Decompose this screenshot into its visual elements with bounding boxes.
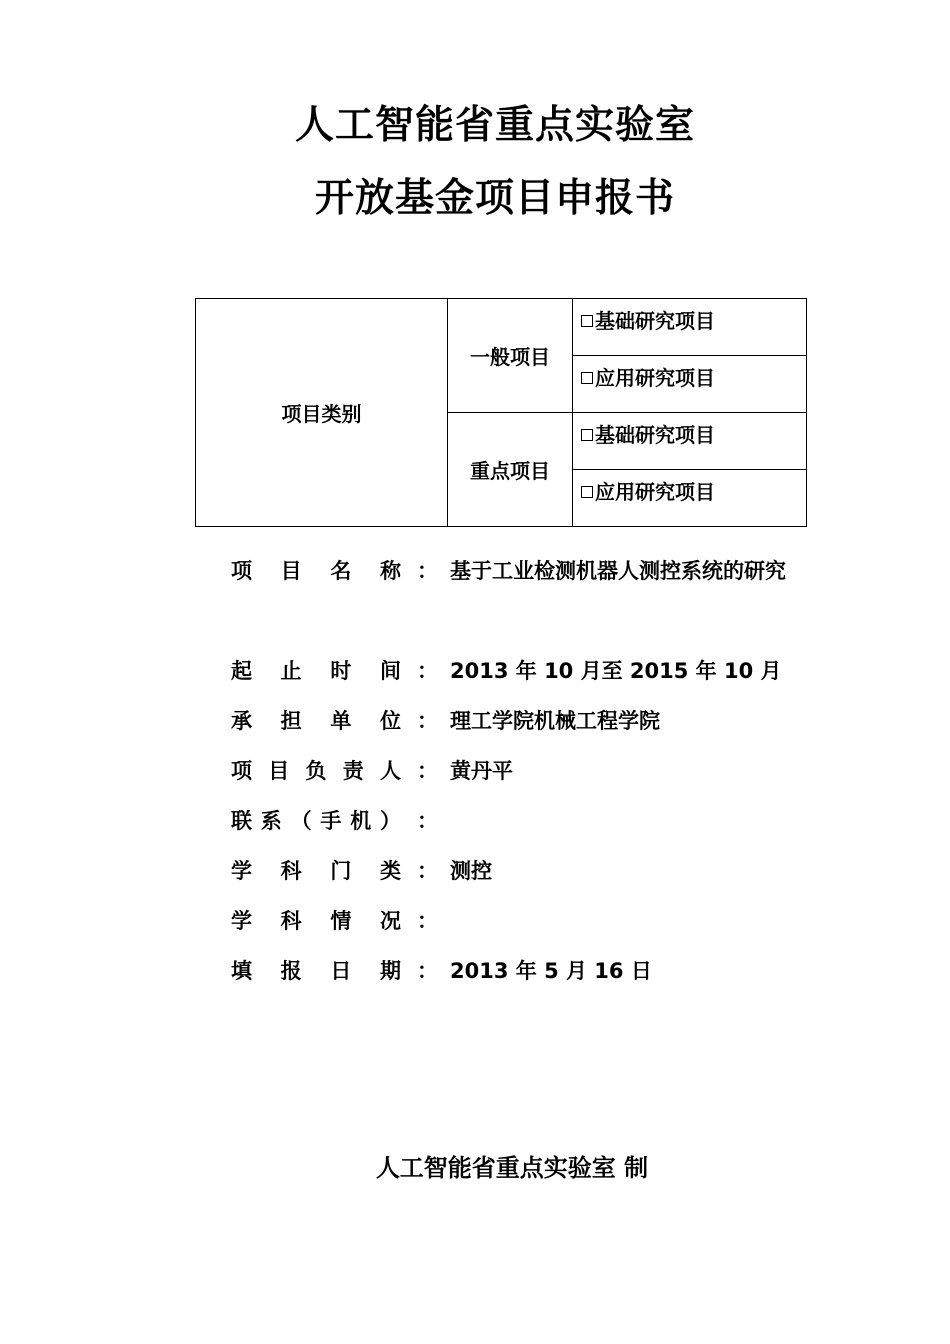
field-value[interactable]: 黄丹平	[450, 759, 513, 783]
field-value[interactable]: 基于工业检测机器人测控系统的研究	[450, 559, 786, 583]
category-option[interactable]	[573, 356, 807, 413]
field-value[interactable]: 2013 年 5 月 16 日	[450, 959, 652, 983]
field-label: 项 目 负 责 人	[231, 759, 401, 783]
field-row	[231, 556, 811, 656]
category-option[interactable]	[573, 470, 807, 527]
checkbox-icon[interactable]	[581, 372, 593, 384]
field-colon: ：	[417, 559, 438, 583]
field-colon: ：	[417, 809, 438, 833]
field-value[interactable]: 2013 年 10 月至 2015 年 10 月	[450, 659, 782, 683]
option-label: 应用研究项目	[595, 366, 715, 390]
option-label: 应用研究项目	[595, 480, 715, 504]
document-title-line2: 开放基金项目申报书	[314, 176, 675, 221]
field-colon: ：	[417, 759, 438, 783]
document-title-line1: 人工智能省重点实验室	[294, 103, 695, 148]
checkbox-icon[interactable]	[581, 429, 593, 441]
field-row	[231, 856, 811, 906]
field-label: 学 科 情 况	[231, 909, 401, 933]
field-colon: ：	[417, 859, 438, 883]
project-category-table	[195, 298, 807, 527]
field-row	[231, 956, 811, 1006]
field-value[interactable]: 理工学院机械工程学院	[450, 709, 660, 733]
field-label: 联 系 （ 手 机 ）	[231, 809, 401, 833]
option-label: 基础研究项目	[595, 423, 715, 447]
field-label: 学 科 门 类	[231, 859, 401, 883]
issuer-footer: 人工智能省重点实验室 制	[375, 1154, 649, 1182]
general-project-label: 一般项目	[448, 299, 573, 413]
field-colon: ：	[417, 709, 438, 733]
category-option[interactable]	[573, 413, 807, 470]
field-colon: ：	[417, 909, 438, 933]
field-row	[231, 756, 811, 806]
field-label: 承 担 单 位	[231, 709, 401, 733]
category-option[interactable]	[573, 299, 807, 356]
field-colon: ：	[417, 659, 438, 683]
option-label: 基础研究项目	[595, 309, 715, 333]
field-label: 项 目 名 称	[231, 559, 401, 583]
checkbox-icon[interactable]	[581, 315, 593, 327]
checkbox-icon[interactable]	[581, 486, 593, 498]
key-project-label: 重点项目	[448, 413, 573, 527]
project-info-fields	[231, 556, 811, 1006]
field-label: 起 止 时 间	[231, 659, 401, 683]
field-value[interactable]: 测控	[450, 859, 492, 883]
category-label: 项目类别	[196, 299, 448, 527]
field-label: 填 报 日 期	[231, 959, 401, 983]
field-colon: ：	[417, 959, 438, 983]
